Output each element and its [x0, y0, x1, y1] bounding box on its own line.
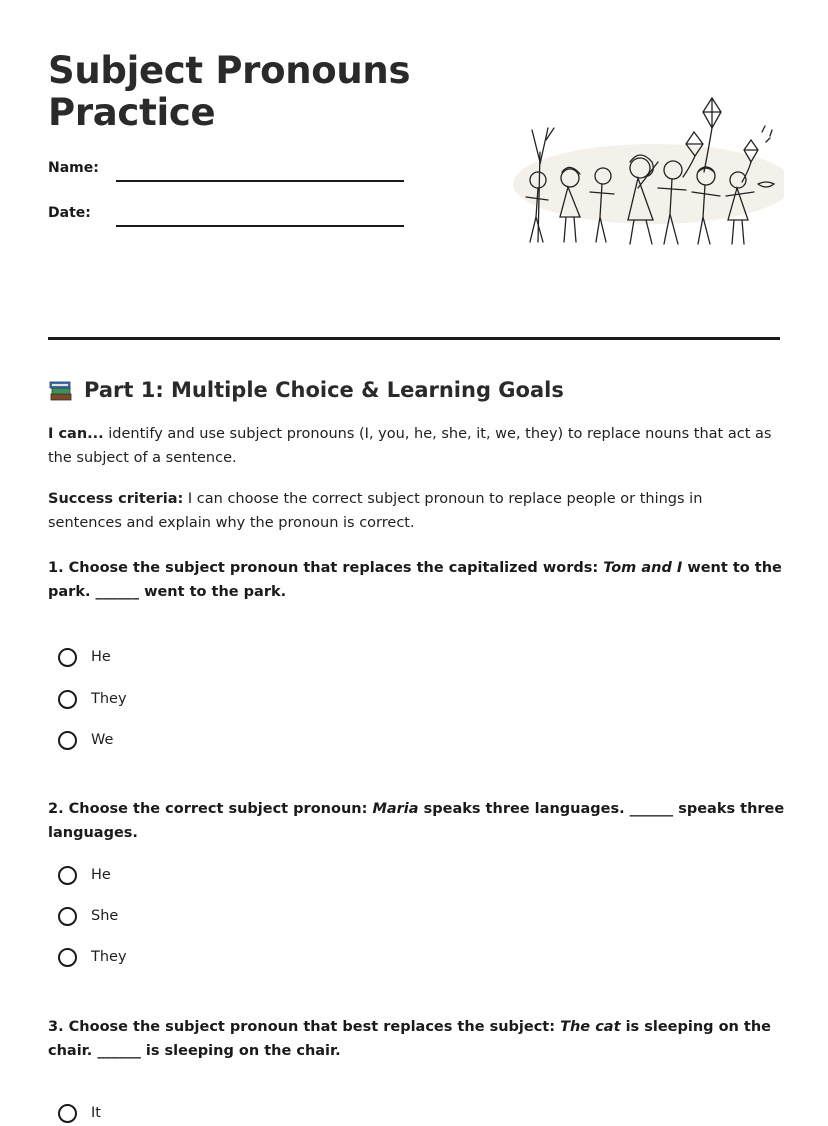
- radio-button[interactable]: [58, 866, 77, 885]
- q1-option-1[interactable]: [58, 644, 111, 670]
- radio-button[interactable]: [58, 948, 77, 967]
- q2-option-1[interactable]: [58, 862, 111, 888]
- section-title: Part 1: Multiple Choice & Learning Goals: [84, 378, 564, 402]
- question-emphasis: Maria: [372, 801, 419, 817]
- radio-button[interactable]: [58, 731, 77, 750]
- option-label: We: [91, 732, 114, 748]
- option-label: He: [91, 649, 111, 665]
- date-field[interactable]: [116, 225, 404, 227]
- question-text: 3. Choose the subject pronoun that best replaces the subject:: [48, 1019, 561, 1035]
- question-emphasis: The cat: [560, 1019, 621, 1035]
- name-field[interactable]: [116, 180, 404, 182]
- q2-option-3[interactable]: [58, 944, 127, 970]
- children-playing-with-kites-illustration: [508, 92, 784, 264]
- q2-option-2[interactable]: [58, 903, 118, 929]
- question-2: [48, 797, 788, 845]
- ican-text: identify and use subject pronouns (I, you, he, she, it, we, they) to replace nouns that act as the subject of a sentence.: [48, 426, 772, 466]
- option-label: He: [91, 867, 111, 883]
- radio-button[interactable]: [58, 648, 77, 667]
- option-label: They: [91, 691, 127, 707]
- name-label: Name:: [48, 160, 99, 176]
- radio-button[interactable]: [58, 690, 77, 709]
- option-label: They: [91, 949, 127, 965]
- section-heading: [48, 374, 564, 406]
- q1-option-2[interactable]: [58, 686, 127, 712]
- option-label: It: [91, 1105, 101, 1121]
- question-text: went to the park. ______ went to the park.: [48, 560, 782, 600]
- question-text: 2. Choose the correct subject pronoun:: [48, 801, 373, 817]
- page-title: Subject Pronouns Practice: [48, 49, 411, 134]
- success-text: I can choose the correct subject pronoun to replace people or things in sentences and explain why the pronoun is correct.: [48, 491, 703, 531]
- q1-option-3[interactable]: [58, 727, 113, 753]
- radio-button[interactable]: [58, 1104, 77, 1123]
- question-1: [48, 556, 788, 604]
- question-3: [48, 1015, 788, 1063]
- question-text: speaks three languages. ______ speaks three languages.: [48, 801, 785, 841]
- section-divider: [48, 337, 780, 340]
- question-emphasis: Tom and I: [603, 560, 683, 576]
- date-label: Date:: [48, 205, 91, 221]
- q3-option-1[interactable]: [58, 1100, 101, 1126]
- question-text: is sleeping on the chair. ______ is sleeping on the chair.: [48, 1019, 772, 1059]
- option-label: She: [91, 908, 119, 924]
- radio-button[interactable]: [58, 907, 77, 926]
- success-criteria: [48, 487, 780, 535]
- books-icon: [48, 377, 74, 403]
- learning-goal: [48, 422, 780, 470]
- question-text: 1. Choose the subject pronoun that replaces the capitalized words:: [48, 560, 604, 576]
- success-label: Success criteria:: [48, 491, 184, 507]
- ican-label: I can...: [48, 426, 104, 442]
